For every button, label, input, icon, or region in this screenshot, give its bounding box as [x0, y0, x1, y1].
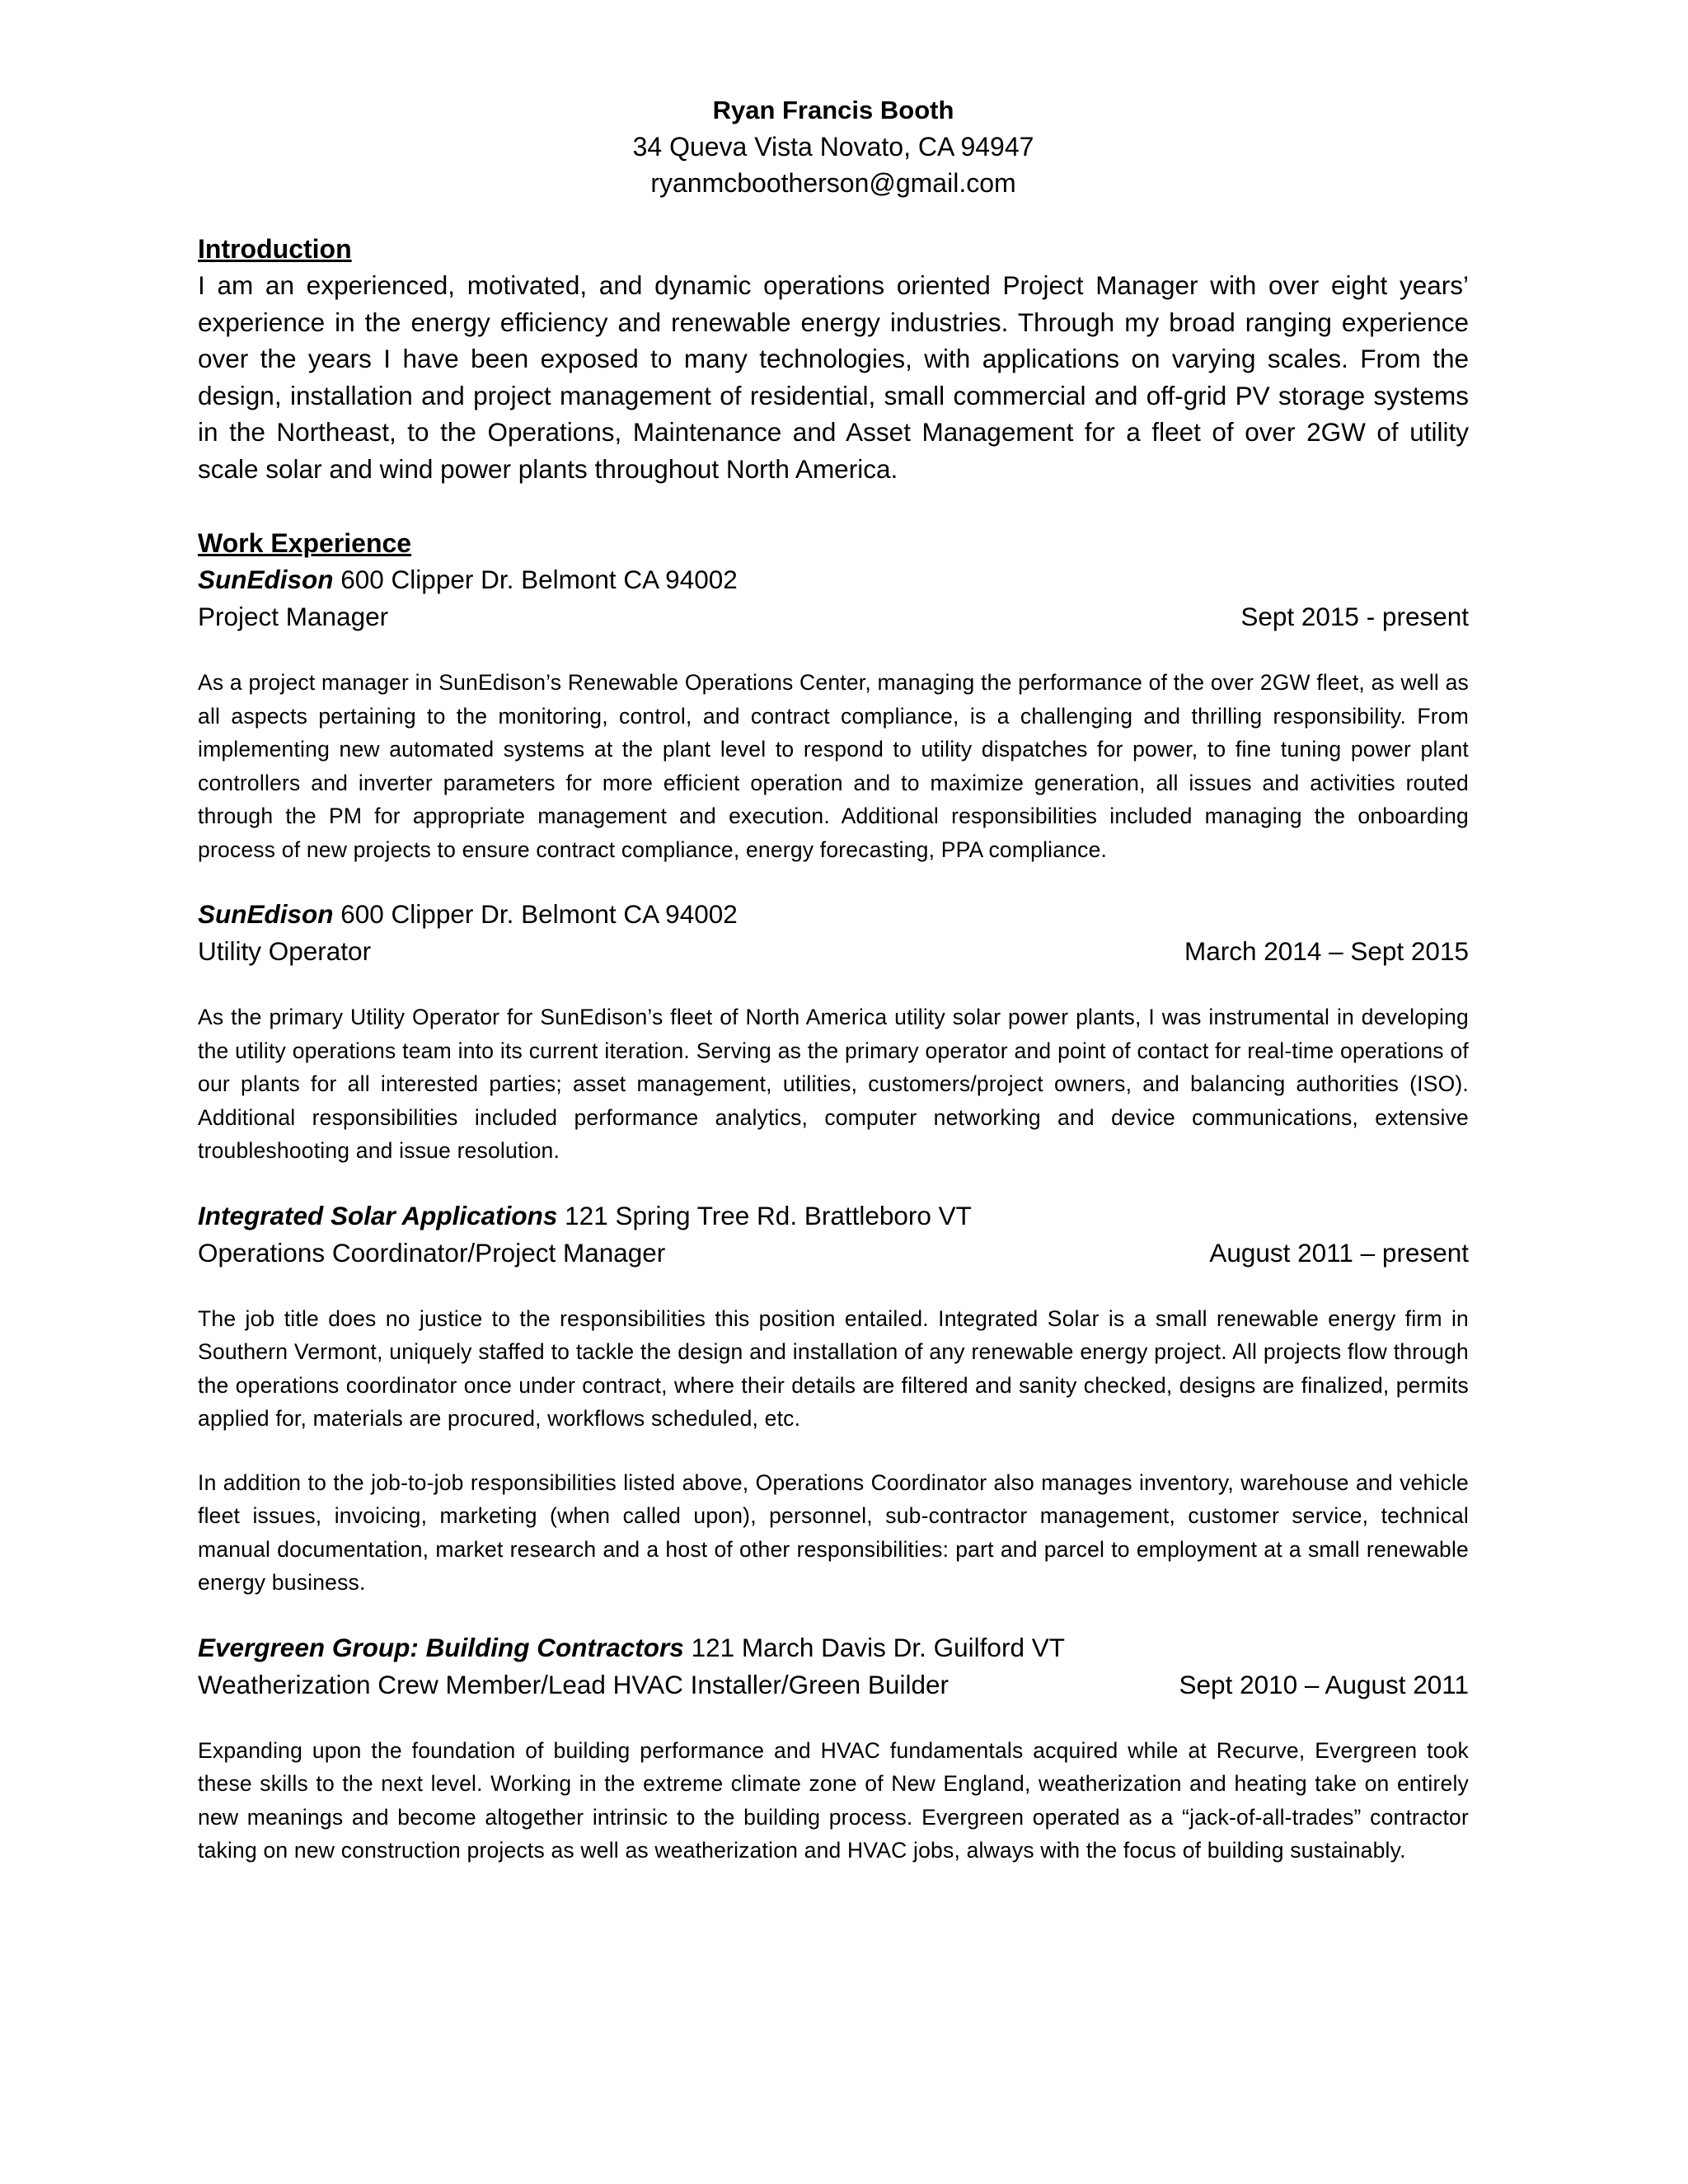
candidate-address: 34 Queva Vista Novato, CA 94947 — [632, 132, 1034, 162]
job-role-line — [198, 598, 1469, 635]
spacer — [198, 1436, 1469, 1466]
job-entry — [198, 1197, 1469, 1600]
job-address: 600 Clipper Dr. Belmont CA 94002 — [333, 899, 738, 929]
job-role: Operations Coordinator/Project Manager — [198, 1237, 666, 1268]
spacer — [198, 970, 1469, 1001]
job-company-line — [198, 1629, 1469, 1666]
resume-content — [198, 92, 1469, 1897]
job-dates: August 2011 – present — [1209, 1237, 1469, 1268]
job-role-line — [198, 933, 1469, 970]
job-description: As a project manager in SunEdison’s Renewable Operations Center, managing the performance of the over 2GW fleet, as well as all aspects pertaining to the monitoring, control, and contract compliance, is a challenging and thrilling responsibility. From implementing new automated systems at the plant level to respond to utility dispatches for power, to fine tuning power plant controllers and inverter parameters for more efficient operation and to maximize generation, all issues and activities routed through the PM for appropriate management and execution. Additional responsibilities included managing the onboarding process of new projects to ensure contract compliance, energy forecasting, PPA compliance. — [198, 670, 1469, 862]
spacer — [198, 1272, 1469, 1302]
job-description: As the primary Utility Operator for SunEdison’s fleet of North America utility solar power plants, I was instrumental in developing the utility operations team into its current iteration. Serving as the primary operator and point of contact for real-time operations of our plants for all interested parties; asset management, utilities, customers/project owners, and balancing authorities (ISO). Additional responsibilities included performance analytics, computer networking and device communications, extensive troubleshooting and issue resolution. — [198, 1005, 1469, 1163]
spacer — [198, 1704, 1469, 1734]
job-dates: Sept 2010 – August 2011 — [1179, 1669, 1469, 1699]
job-role-line — [198, 1666, 1469, 1704]
job-company-line — [198, 1197, 1469, 1235]
job-role: Project Manager — [198, 602, 389, 631]
job-entry — [198, 896, 1469, 1168]
job-description: In addition to the job-to-job responsibilities listed above, Operations Coordinator also manages inventory, warehouse and vehicle fleet issues, invoicing, marketing (when called upon), personnel, sub-contractor management, customer service, technical manual documentation, market research and a host of other responsibilities: part and parcel to employment at a small renewable energy business. — [198, 1469, 1469, 1595]
job-role: Weatherization Crew Member/Lead HVAC Installer/Green Builder — [198, 1669, 949, 1699]
introduction-section — [198, 231, 1469, 487]
spacer — [198, 635, 1469, 666]
job-role: Utility Operator — [198, 936, 372, 966]
candidate-name: Ryan Francis Booth — [712, 96, 954, 124]
job-company: SunEdison — [198, 899, 334, 929]
candidate-email: ryanmcbootherson@gmail.com — [650, 168, 1016, 198]
job-entry — [198, 561, 1469, 866]
job-company: SunEdison — [198, 565, 334, 594]
job-description: The job title does no justice to the responsibilities this position entailed. Integrated Solar is a small renewable energy firm in Southern Vermont, uniquely staffed to tackle the design and installation of any renewable energy project. All projects flow through the operations coordinator once under contract, where their details are filtered and sanity checked, designs are finalized, permits applied for, materials are procured, workflows scheduled, etc. — [198, 1305, 1469, 1431]
job-company-line — [198, 896, 1469, 933]
introduction-heading: Introduction — [198, 234, 352, 264]
introduction-text: I am an experienced, motivated, and dynamic operations oriented Project Manager with over eight years’ experience in the energy efficiency and renewable energy industries. Through my broad ranging experience over the years I have been exposed to many technologies, with applications on varying scales. From the design, installation and project management of residential, small commercial and off-grid PV storage systems in the Northeast, to the Operations, Maintenance and Asset Management for a fleet of over 2GW of utility scale solar and wind power plants throughout North America. — [198, 270, 1469, 484]
job-entry — [198, 1629, 1469, 1868]
job-address: 600 Clipper Dr. Belmont CA 94002 — [333, 565, 738, 594]
resume-header — [198, 92, 1469, 201]
job-dates: March 2014 – Sept 2015 — [1184, 936, 1469, 966]
job-address: 121 March Davis Dr. Guilford VT — [683, 1632, 1065, 1662]
job-role-line — [198, 1235, 1469, 1272]
work-experience-section — [198, 525, 1469, 1868]
job-description: Expanding upon the foundation of building performance and HVAC fundamentals acquired while at Recurve, Evergreen took these skills to the next level. Working in the extreme climate zone of New England, weatherization and heating take on entirely new meanings and become altogether intrinsic to the building process. Evergreen operated as a “jack-of-all-trades” contractor taking on new construction projects as well as weatherization and HVAC jobs, always with the focus of building sustainably. — [198, 1737, 1469, 1863]
work-experience-heading: Work Experience — [198, 528, 412, 558]
job-company-line — [198, 561, 1469, 598]
job-address: 121 Spring Tree Rd. Brattleboro VT — [557, 1200, 972, 1230]
job-company: Integrated Solar Applications — [198, 1200, 558, 1230]
job-company: Evergreen Group: Building Contractors — [198, 1632, 684, 1662]
job-dates: Sept 2015 - present — [1240, 602, 1469, 631]
